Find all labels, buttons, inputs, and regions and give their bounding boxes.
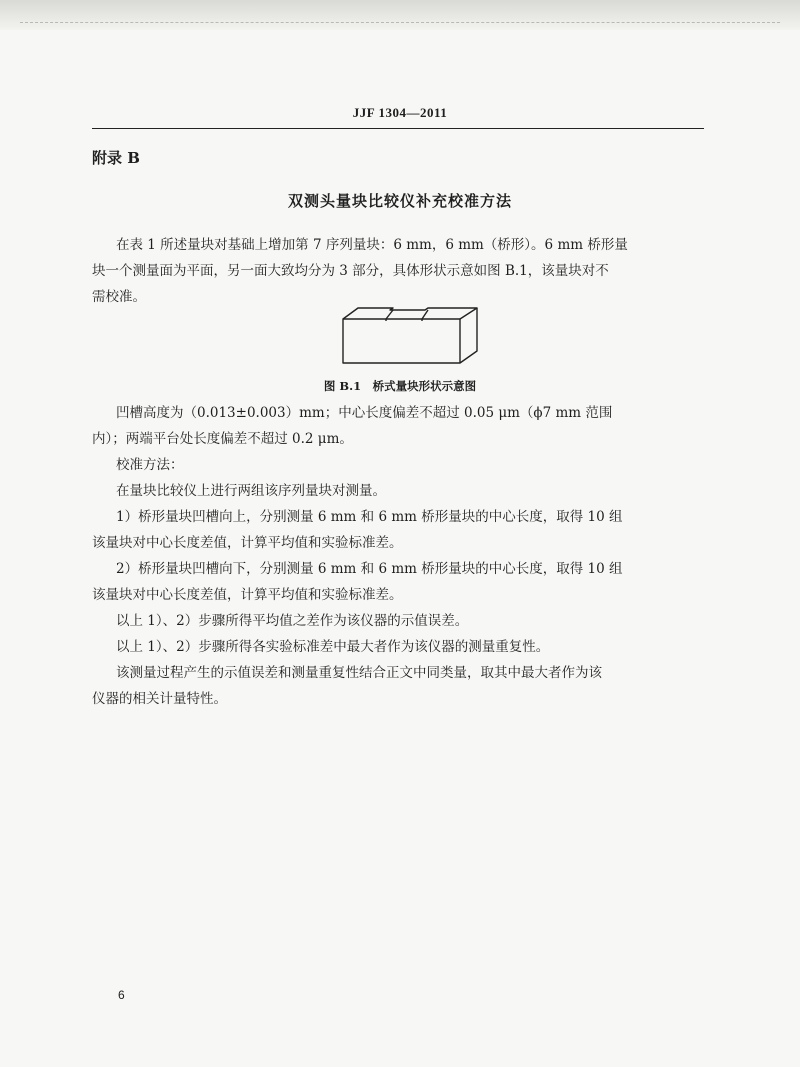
page-number: 6 <box>118 988 125 1002</box>
paragraph-line: 仪器的相关计量特性。 <box>92 691 227 707</box>
paragraph-line: 凹槽高度为（0.013±0.003）mm；中心长度偏差不超过 0.05 μm（ϕ7 mm 范围 <box>116 405 613 421</box>
paragraph-line: 该量块对中心长度差值，计算平均值和实验标准差。 <box>92 587 403 603</box>
paragraph-line: 校准方法： <box>116 457 184 473</box>
paragraph-line: 2）桥形量块凹槽向下，分别测量 6 mm 和 6 mm 桥形量块的中心长度，取得 10 组 <box>116 561 623 577</box>
paragraph-line: 块一个测量面为平面，另一面大致均分为 3 部分，具体形状示意如图 B.1，该量块对不 <box>92 263 609 279</box>
paragraph-line: 需校准。 <box>92 289 146 305</box>
scan-artifact-line <box>20 22 780 24</box>
paragraph-line: 内）；两端平台处长度偏差不超过 0.2 μm。 <box>92 431 353 447</box>
document-code: JJF 1304—2011 <box>352 105 448 120</box>
bridge-gauge-block-figure <box>340 305 480 365</box>
paragraph-line: 以上 1）、2）步骤所得平均值之差作为该仪器的示值误差。 <box>116 613 469 629</box>
paragraph-line: 在表 1 所述量块对基础上增加第 7 序列量块：6 mm，6 mm（桥形）。6 mm 桥形量 <box>116 237 628 253</box>
header-rule <box>92 128 704 129</box>
section-title: 双测头量块比较仪补充校准方法 <box>287 192 512 210</box>
paragraph-line: 以上 1）、2）步骤所得各实验标准差中最大者作为该仪器的测量重复性。 <box>116 639 550 655</box>
paragraph-line: 该量块对中心长度差值，计算平均值和实验标准差。 <box>92 535 403 551</box>
paragraph-line: 1）桥形量块凹槽向上，分别测量 6 mm 和 6 mm 桥形量块的中心长度，取得 10 组 <box>116 509 623 525</box>
appendix-label: 附录 B <box>92 149 140 167</box>
figure-caption: 图 B.1 桥式量块形状示意图 <box>323 379 477 393</box>
paragraph-line: 在量块比较仪上进行两组该序列量块对测量。 <box>116 483 386 499</box>
scan-edge <box>0 0 800 30</box>
paragraph-line: 该测量过程产生的示值误差和测量重复性结合正文中同类量，取其中最大者作为该 <box>116 665 602 681</box>
